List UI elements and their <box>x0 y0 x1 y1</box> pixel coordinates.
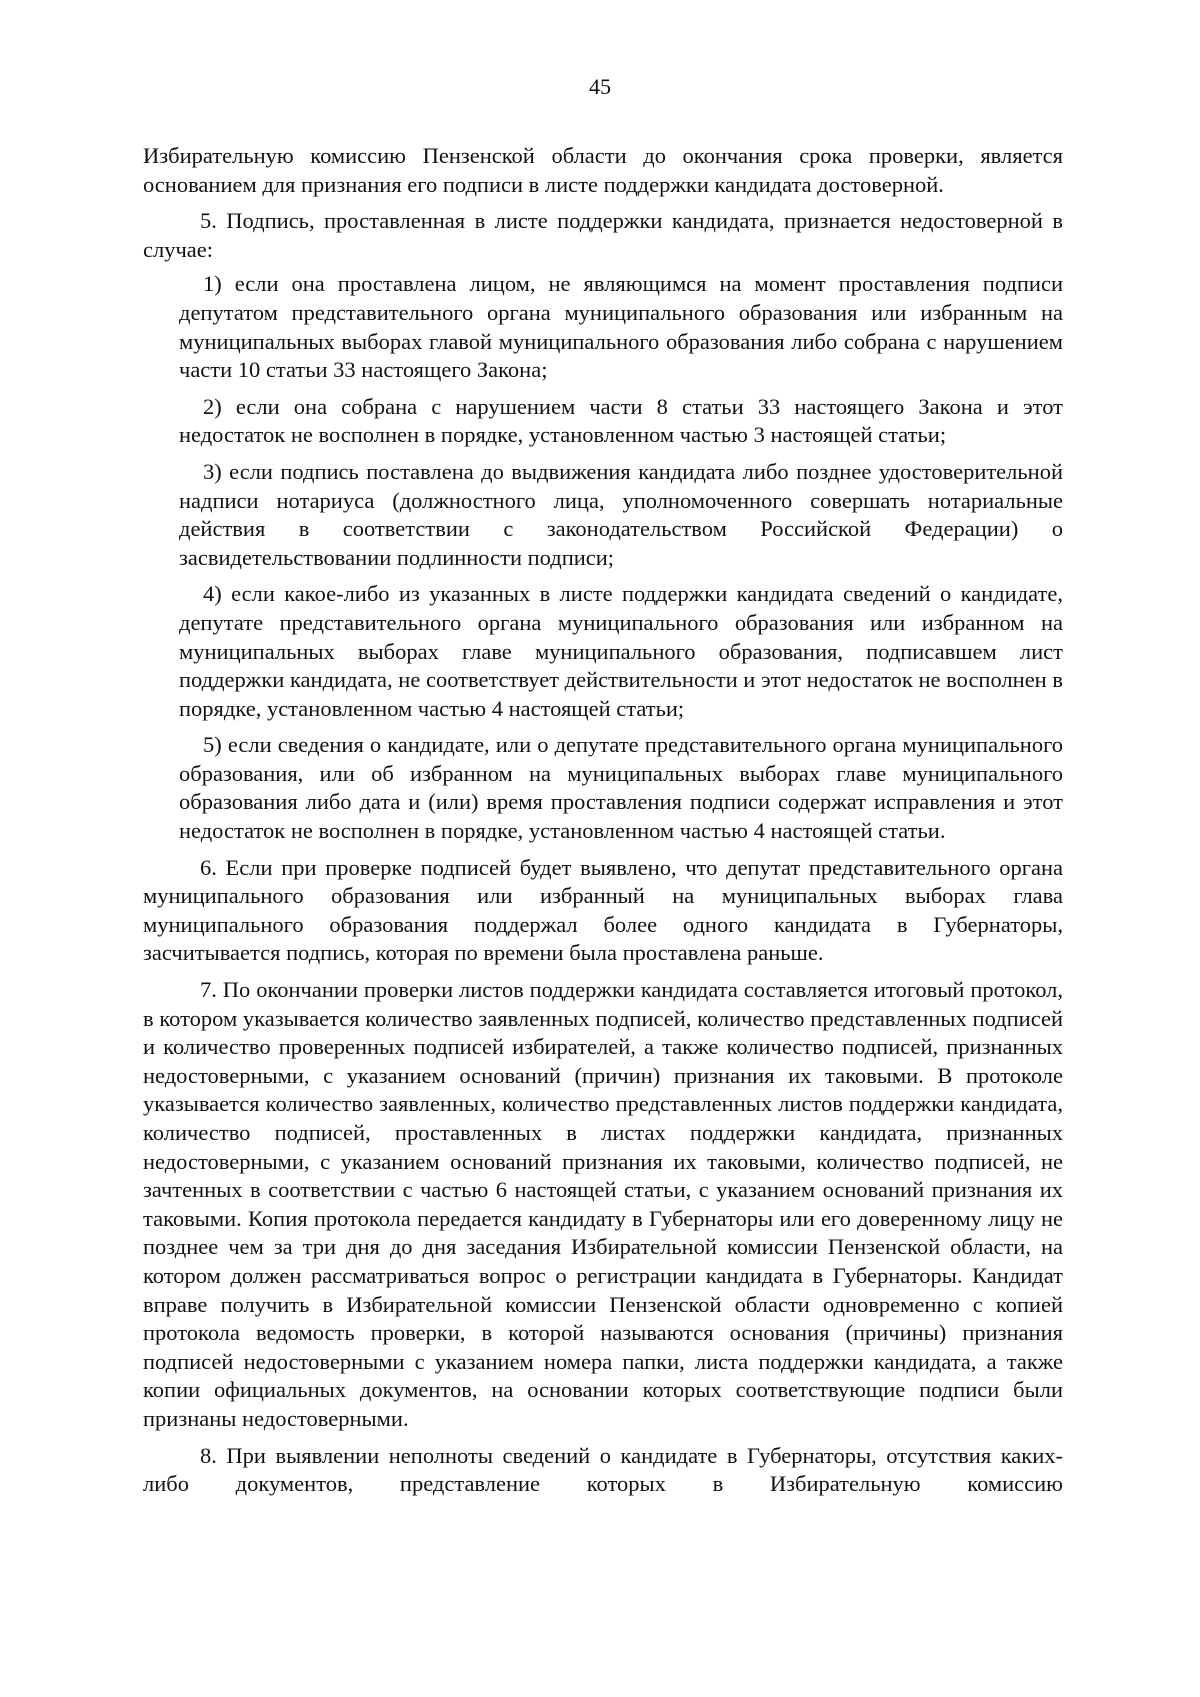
paragraph-8: 8. При выявлении неполноты сведений о кандидате в Губернаторы, отсутствия каких-либо документов, представление которых в Избирательную комиссию <box>143 1442 1063 1497</box>
paragraph-5-item-5: 5) если сведения о кандидате, или о депутате представительного органа муниципального образования, или об избранном на муниципальных выборах главе муниципального образования либо дата и (или) время проставления подписи содержат исправления и этот недостаток не восполнен в порядке, установленном частью 4 настоящей статьи. <box>179 732 1063 844</box>
paragraph-continuation: Избирательную комиссию Пензенской области до окончания срока проверки, является основанием для признания его подписи в листе поддержки кандидата достоверной. <box>143 143 1063 197</box>
document-body <box>143 142 1063 1507</box>
paragraph-5-item-3: 3) если подпись поставлена до выдвижения кандидата либо позднее удостоверительной надписи нотариуса (должностного лица, уполномоченного совершать нотариальные действия в соответствии с законодательством Российской Федерации) о засвидетельствовании подлинности подписи; <box>179 458 1063 570</box>
paragraph-6: 6. Если при проверке подписей будет выявлено, что депутат представительного органа муниципального образования или избранный на муниципальных выборах глава муниципального образования поддержал более одного кандидата в Губернаторы, засчитывается подпись, которая по времени была проставлена раньше. <box>143 854 1063 966</box>
paragraph-5: 5. Подпись, проставленная в листе поддержки кандидата, признается недостоверной в случае: <box>143 208 1063 262</box>
paragraph-5-item-2: 2) если она собрана с нарушением части 8 статьи 33 настоящего Закона и этот недостаток не восполнен в порядке, установленном частью 3 настоящей статьи; <box>179 393 1063 448</box>
paragraph-5-item-1: 1) если она проставлена лицом, не являющимся на момент проставления подписи депутатом представительного органа муниципального образования или избранным на муниципальных выборах главой муниципального образования либо собрана с нарушением части 10 статьи 33 настоящего Закона; <box>179 271 1063 383</box>
paragraph-7: 7. По окончании проверки листов поддержки кандидата составляется итоговый протокол, в котором указывается количество заявленных подписей, количество представленных подписей и количество проверенных подписей избирателей, а также количество подписей, признанных недостоверными, с указанием оснований (причин) признания их таковыми. В протоколе указывается количество заявленных, количество представленных листов поддержки кандидата, количество подписей, проставленных в листах поддержки кандидата, признанных недостоверными, с указанием оснований признания их таковыми, количество подписей, не зачтенных в соответствии с частью 6 настоящей статьи, с указанием оснований признания их таковыми. Копия протокола передается кандидату в Губернаторы или его доверенному лицу не позднее чем за три дня до дня заседания Избирательной комиссии Пензенской области, на котором должен рассматриваться вопрос о регистрации кандидата в Губернаторы. Кандидат вправе получить в Избирательной комиссии Пензенской области одновременно с копией протокола ведомость проверки, в которой называются основания (причины) признания подписей недостоверными с указанием номера папки, листа поддержки кандидата, а также копии официальных документов, на основании которых соответствующие подписи были признаны недостоверными. <box>143 977 1063 1431</box>
page-number: 45 <box>589 74 611 99</box>
paragraph-5-item-4: 4) если какое-либо из указанных в листе поддержки кандидата сведений о кандидате, депутате представительного органа муниципального образования или избранном на муниципальных выборах главе муниципального образования, подписавшем лист поддержки кандидата, не соответствует действительности и этот недостаток не восполнен в порядке, установленном частью 4 настоящей статьи; <box>179 581 1063 721</box>
